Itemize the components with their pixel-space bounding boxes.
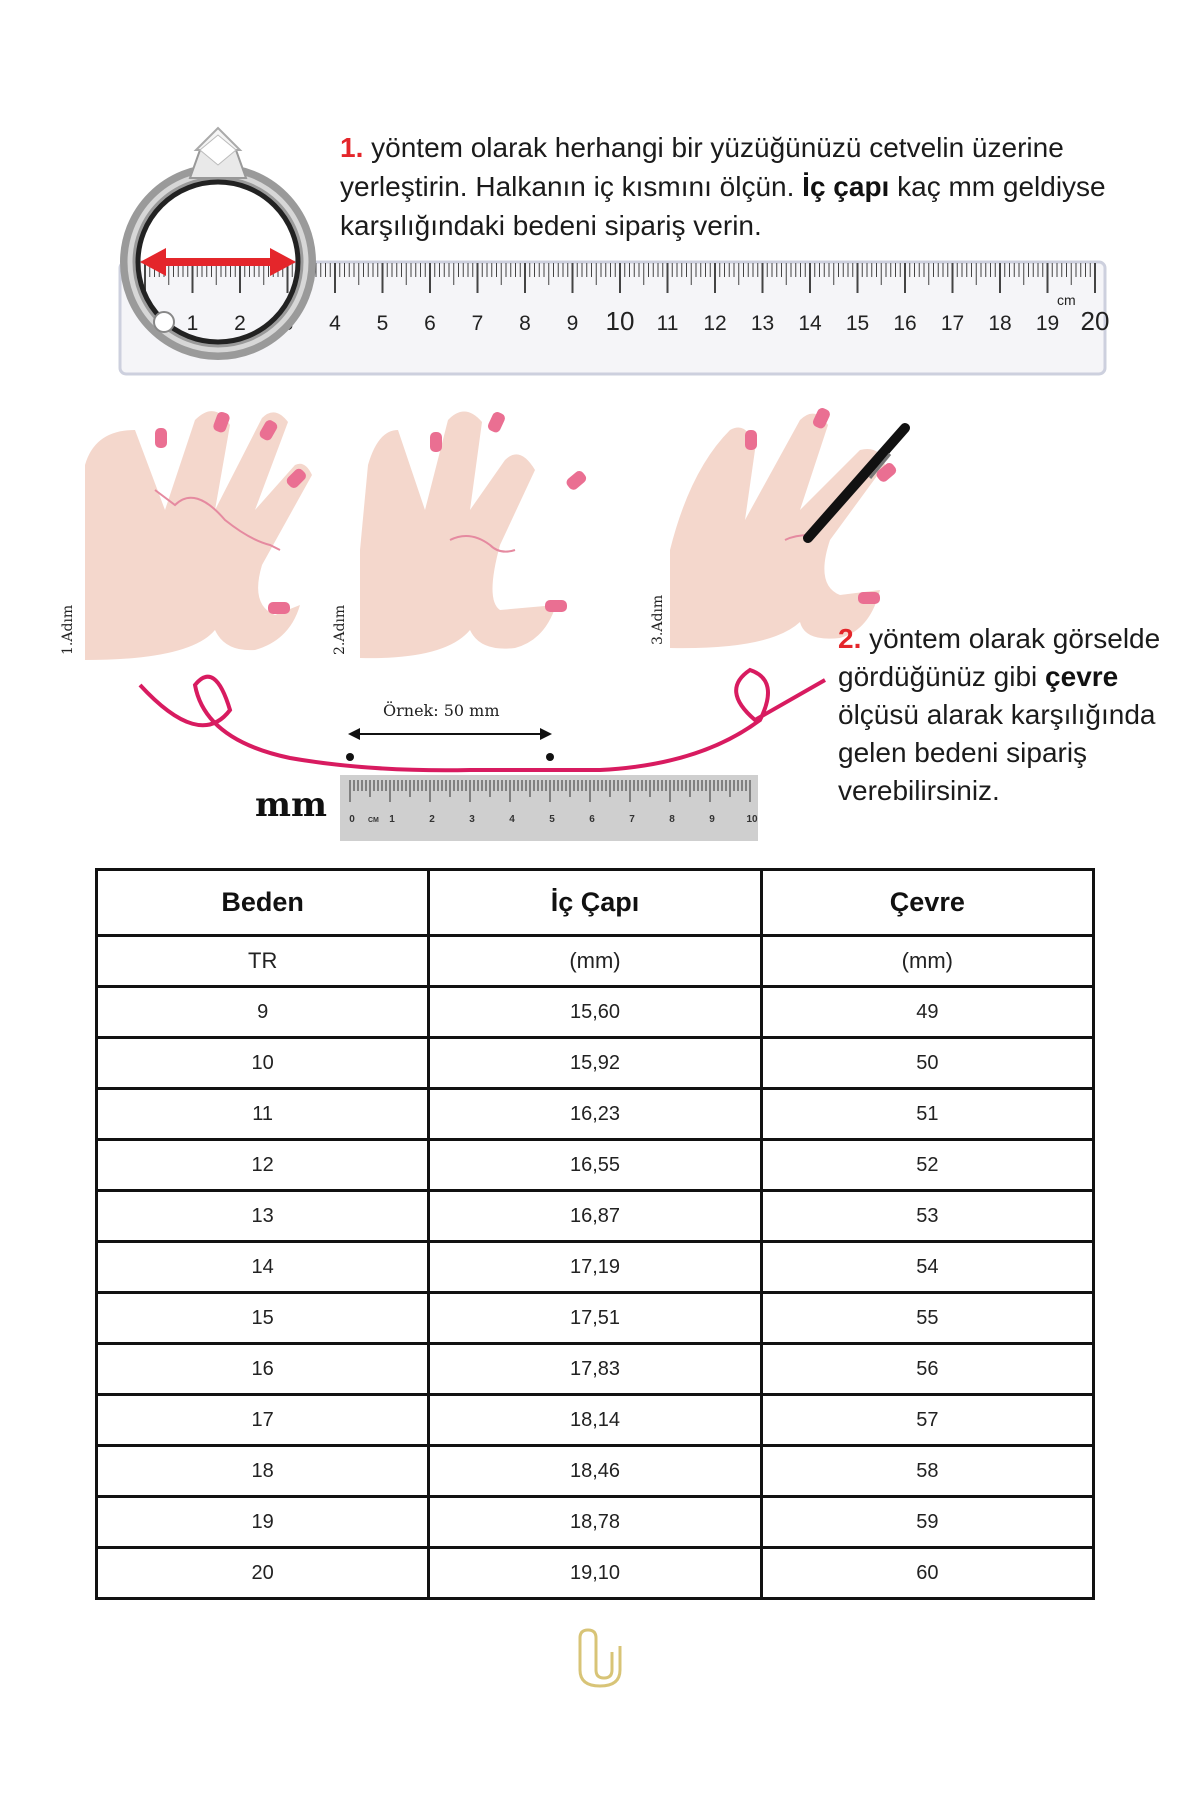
paperclip-logo-icon — [575, 1628, 625, 1688]
unit-beden: TR — [97, 936, 429, 987]
hand-step1-icon — [85, 411, 312, 660]
cm-tick-label: 6 — [424, 312, 436, 335]
cell-cevre: 50 — [761, 1038, 1093, 1089]
table-row — [97, 1140, 1094, 1191]
cm-tick-label: 12 — [703, 312, 727, 335]
cell-cevre: 51 — [761, 1089, 1093, 1140]
cell-ic-capi: 19,10 — [429, 1548, 761, 1599]
mm-tick-label: 7 — [629, 814, 635, 825]
cell-beden: 13 — [97, 1191, 429, 1242]
hand-step3-icon — [670, 406, 905, 648]
method1-text-a: yöntem olarak herhangi bir yüzüğünüzü cetvelin üzerine yerleştirin. Halkanın iç kısmını ölçün. — [340, 132, 1064, 202]
cm-tick-label: 15 — [845, 312, 870, 335]
cell-cevre: 57 — [761, 1395, 1093, 1446]
table-row — [97, 1089, 1094, 1140]
cm-tick-label: 10 — [605, 306, 635, 336]
unit-cevre: (mm) — [761, 936, 1093, 987]
cm-unit-label: cm — [1057, 292, 1076, 308]
cell-ic-capi: 15,60 — [429, 987, 761, 1038]
method1-text-b: kaç mm geldiyse karşılığındaki bedeni sipariş verin. — [340, 171, 1106, 241]
cm-tick-label: 1 — [186, 312, 199, 335]
thread-line — [140, 670, 825, 770]
cell-beden: 17 — [97, 1395, 429, 1446]
mm-tick-label: 0 — [349, 814, 355, 825]
mm-label: mm — [255, 785, 327, 825]
cell-beden: 12 — [97, 1140, 429, 1191]
cell-beden: 16 — [97, 1344, 429, 1395]
mm-tick-label: 8 — [669, 814, 675, 825]
step-label-1: 1.Adım — [60, 604, 76, 655]
table-row — [97, 1497, 1094, 1548]
cm-tick-label: 3 — [281, 312, 294, 335]
cell-cevre: 58 — [761, 1446, 1093, 1497]
cm-tick-label: 8 — [519, 312, 531, 335]
step-label-3: 3.Adım — [650, 594, 666, 645]
cell-cevre: 60 — [761, 1548, 1093, 1599]
ring-size-table — [95, 868, 1095, 1600]
cell-beden: 10 — [97, 1038, 429, 1089]
method2-text-a: yöntem olarak görselde gördüğünüz gibi — [838, 623, 1161, 692]
mm-ruler — [340, 775, 758, 841]
cell-ic-capi: 17,19 — [429, 1242, 761, 1293]
unit-ic-capi: (mm) — [429, 936, 761, 987]
cell-beden: 9 — [97, 987, 429, 1038]
cm-tick-label: 18 — [988, 312, 1012, 335]
cell-ic-capi: 18,14 — [429, 1395, 761, 1446]
cm-tick-label: 17 — [940, 312, 965, 335]
cm-tick-label: 16 — [893, 312, 917, 335]
cell-ic-capi: 18,78 — [429, 1497, 761, 1548]
cell-ic-capi: 16,23 — [429, 1089, 761, 1140]
example-measure-arrow-icon — [348, 728, 552, 740]
cm-ruler-ticks — [145, 263, 1095, 293]
mm-tick-label: 9 — [709, 814, 715, 825]
example-label: Örnek: 50 mm — [383, 701, 500, 720]
table-row — [97, 1548, 1094, 1599]
cell-beden: 20 — [97, 1548, 429, 1599]
mm-tick-label: 4 — [509, 814, 515, 825]
header-ic-capi: İç Çapı — [429, 870, 761, 936]
cell-cevre: 56 — [761, 1344, 1093, 1395]
cm-tick-label: 2 — [234, 312, 246, 335]
table-row — [97, 1395, 1094, 1446]
cm-tick-label: 14 — [798, 312, 822, 335]
step-label-2: 2.Adım — [332, 604, 348, 655]
method2-text-b: ölçüsü alarak karşılığında gelen bedeni sipariş verebilirsiniz. — [838, 699, 1156, 806]
table-row — [97, 1293, 1094, 1344]
method2-text — [838, 620, 1168, 810]
table-row — [97, 1191, 1094, 1242]
table-header-row — [97, 870, 1094, 936]
header-cevre: Çevre — [761, 870, 1093, 936]
cm-tick-label: 11 — [656, 312, 679, 335]
cell-ic-capi: 18,46 — [429, 1446, 761, 1497]
cell-beden: 15 — [97, 1293, 429, 1344]
mm-tick-label: 2 — [429, 814, 435, 825]
mm-tick-label: 6 — [589, 814, 595, 825]
mm-tick-label: 1 — [389, 814, 395, 825]
method1-number: 1. — [340, 132, 364, 163]
cm-tick-label: 19 — [1035, 312, 1060, 335]
cell-cevre: 49 — [761, 987, 1093, 1038]
table-units-row — [97, 936, 1094, 987]
cm-tick-label: 5 — [376, 312, 389, 335]
mm-tick-label: 10 — [746, 814, 758, 825]
cell-cevre: 53 — [761, 1191, 1093, 1242]
ring-ruler-illustration — [0, 0, 1200, 400]
cm-tick-label: 7 — [471, 312, 484, 335]
mm-unit-label: CM — [368, 817, 379, 824]
table-row — [97, 1446, 1094, 1497]
cell-beden: 19 — [97, 1497, 429, 1548]
cell-ic-capi: 16,55 — [429, 1140, 761, 1191]
cell-beden: 11 — [97, 1089, 429, 1140]
header-beden: Beden — [97, 870, 429, 936]
cm-tick-label: 4 — [329, 312, 341, 335]
table-row — [97, 1242, 1094, 1293]
table-row — [97, 987, 1094, 1038]
cm-tick-label: 13 — [750, 312, 775, 335]
cell-cevre: 52 — [761, 1140, 1093, 1191]
table-row — [97, 1344, 1094, 1395]
method2-bold: çevre — [1045, 661, 1119, 692]
cm-tick-label: 20 — [1080, 306, 1110, 336]
hand-step2-icon — [360, 410, 588, 658]
cell-cevre: 54 — [761, 1242, 1093, 1293]
cell-ic-capi: 17,83 — [429, 1344, 761, 1395]
table-row — [97, 1038, 1094, 1089]
cell-ic-capi: 16,87 — [429, 1191, 761, 1242]
cell-ic-capi: 15,92 — [429, 1038, 761, 1089]
cell-cevre: 59 — [761, 1497, 1093, 1548]
mm-tick-label: 3 — [469, 814, 475, 825]
mm-tick-label: 5 — [549, 814, 555, 825]
cm-tick-label: 9 — [566, 312, 579, 335]
cell-beden: 18 — [97, 1446, 429, 1497]
method1-bold: İç çapı — [802, 171, 890, 202]
cell-ic-capi: 17,51 — [429, 1293, 761, 1344]
method2-number: 2. — [838, 623, 862, 654]
cell-beden: 14 — [97, 1242, 429, 1293]
cell-cevre: 55 — [761, 1293, 1093, 1344]
